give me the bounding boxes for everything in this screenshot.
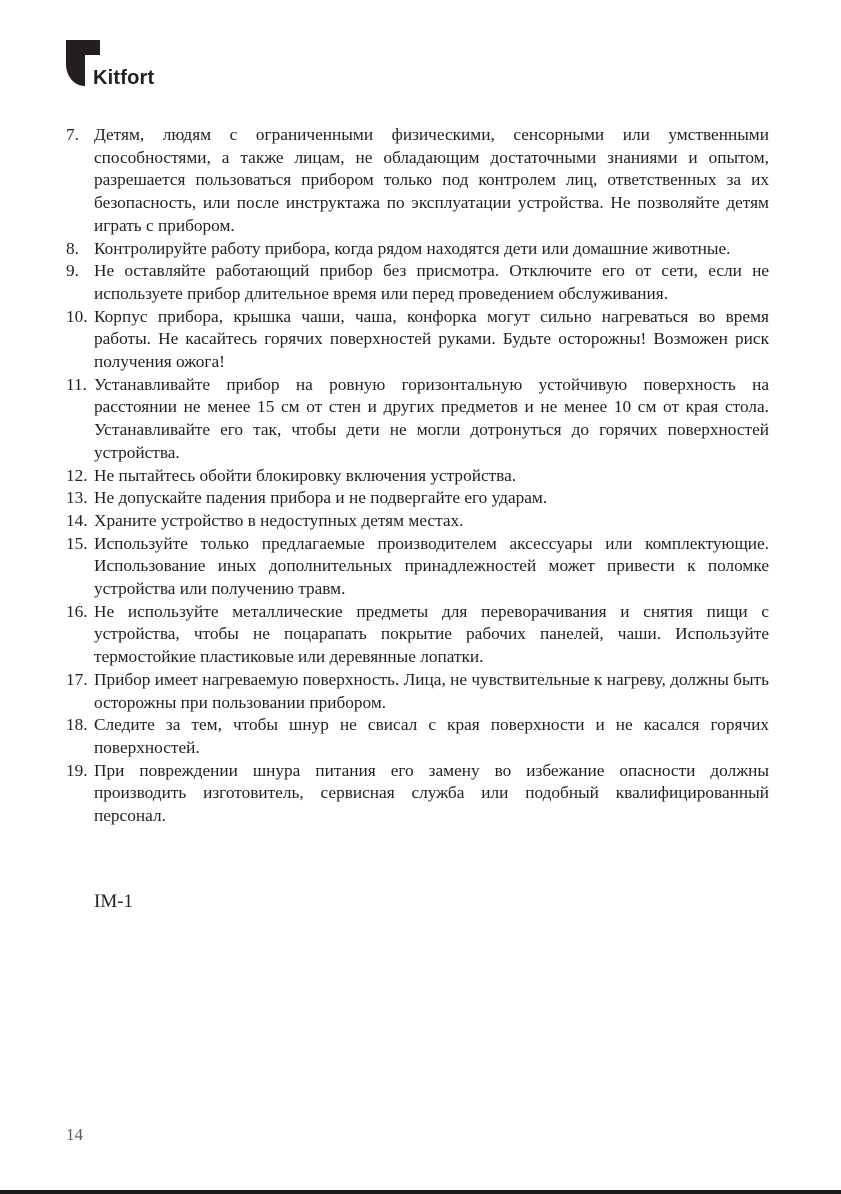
item-text: При повреждении шнура питания его замену во избежание опасности должны производить изготовитель, сервисная служба или подобный квалифицированный персонал. [94,760,769,826]
model-code: IM-1 [94,891,134,912]
list-item [66,374,769,465]
item-number: 15. [66,533,88,553]
kitfort-logo [66,40,176,92]
item-number: 7. [66,125,79,144]
item-number: 11. [66,374,87,394]
list-item [66,760,769,828]
brand-name: Kitfort [93,67,155,89]
list-item [66,533,769,601]
list-item [66,306,769,374]
item-text: Используйте только предлагаемые производителем аксессуары или комплектующие. Использование иных дополнительных принадлежностей может привести к поломке устройства или получению травм. [94,533,769,599]
item-text: Не оставляйте работающий прибор без присмотра. Отключите его от сети, если не используете прибор длительное время или перед проведением обслуживания. [94,261,769,303]
item-text: Детям, людям с ограниченными физическими, сенсорными или умственными способностями, а также лицам, не обладающим достаточными знаниями и опытом, разрешается пользоваться прибором только под контролем лиц, ответственных за их безопасность, или после инструктажа по эксплуатации устройства. Не позволяйте детям играть с прибором. [94,125,769,235]
item-text: Следите за тем, чтобы шнур не свисал с края поверхности и не касался горячих поверхностей. [94,715,769,757]
item-text: Прибор имеет нагреваемую поверхность. Лица, не чувствительные к нагреву, должны быть осторожны при пользовании прибором. [94,669,769,712]
item-number: 9. [66,261,79,281]
list-item [66,714,769,759]
item-number: 12. [66,465,88,485]
item-text: Устанавливайте прибор на ровную горизонтальную устойчивую поверхность на расстоянии не менее 15 см от стен и других предметов и не менее 10 см от края стола. Устанавливайте его так, чтобы дети не могли дотронуться до горячих поверхностей устройства. [94,374,769,462]
item-number: 8. [66,238,79,258]
item-number: 13. [66,488,88,508]
list-item [66,465,769,488]
item-number: 16. [66,601,88,621]
item-text: Храните устройство в недоступных детям местах. [94,510,464,530]
item-number: 17. [66,669,88,689]
list-item [66,124,769,238]
item-text: Контролируйте работу прибора, когда рядом находятся дети или домашние животные. [94,238,731,258]
item-number: 19. [66,760,88,780]
list-item [66,238,769,261]
list-item [66,601,769,669]
safety-instructions-list [66,124,769,828]
list-item [66,487,769,510]
item-number: 14. [66,510,88,530]
item-text: Не допускайте падения прибора и не подвергайте его ударам. [94,488,548,508]
bottom-edge-rule [0,1190,841,1194]
item-text: Корпус прибора, крышка чаши, чаша, конфорка могут сильно нагреваться во время работы. Не касайтесь горячих поверхностей руками. Будьте осторожны! Возможен риск получения ожога! [94,306,769,372]
page-number: 14 [66,1125,83,1144]
item-number: 18. [66,715,88,735]
item-text: Не используйте металлические предметы для переворачивания и снятия пищи с устройства, чтобы не поцарапать покрытие рабочих панелей, чаши. Используйте термостойкие пластиковые или деревянные лопатки. [94,601,769,667]
list-item [66,260,769,305]
item-number: 10. [66,306,88,326]
list-item [66,669,769,714]
item-text: Не пытайтесь обойти блокировку включения устройства. [94,465,517,485]
list-item [66,510,769,533]
